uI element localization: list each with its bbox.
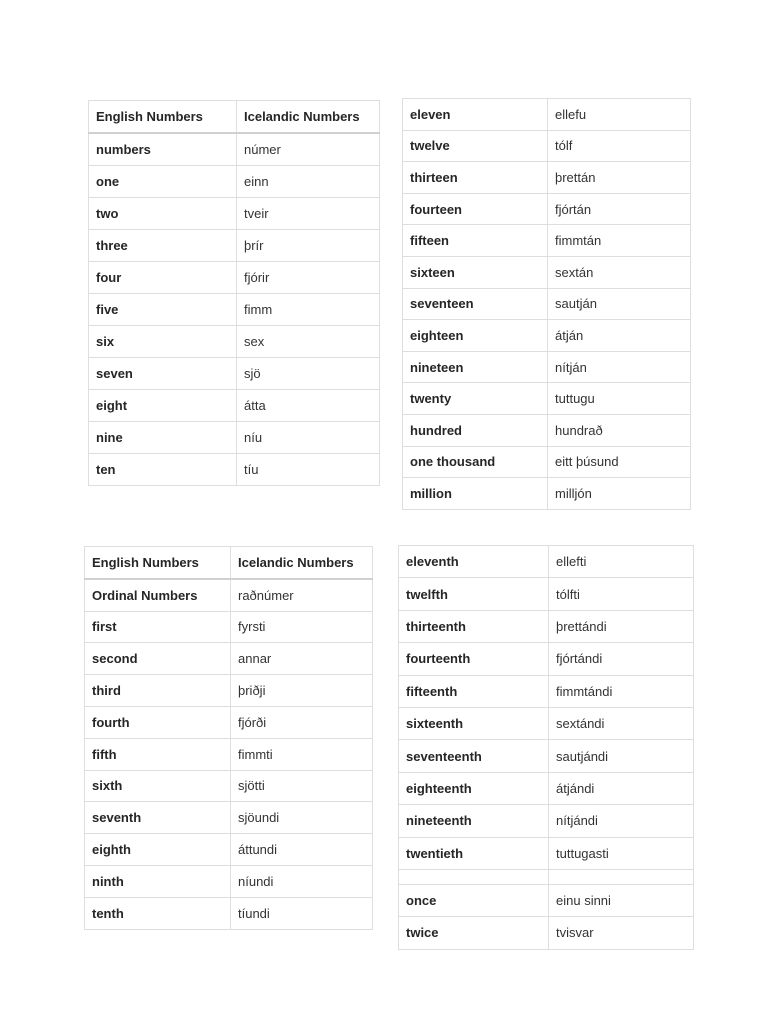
icelandic-cell: sjötti	[231, 770, 373, 802]
icelandic-cell: hundrað	[548, 414, 691, 446]
english-cell: twelve	[403, 130, 548, 162]
english-cell: twice	[399, 917, 549, 949]
table-row	[399, 578, 694, 610]
icelandic-cell	[549, 869, 694, 884]
english-cell: seven	[89, 358, 237, 390]
table-row	[89, 166, 380, 198]
table-row	[403, 320, 691, 352]
icelandic-cell: þrír	[237, 230, 380, 262]
icelandic-cell: níundi	[231, 865, 373, 897]
icelandic-cell: tíundi	[231, 897, 373, 929]
icelandic-cell: einu sinni	[549, 884, 694, 916]
table-row	[89, 294, 380, 326]
table-row	[403, 446, 691, 478]
icelandic-cell: átta	[237, 390, 380, 422]
english-cell: nineteenth	[399, 805, 549, 837]
table-row	[85, 706, 373, 738]
icelandic-cell: þrettándi	[549, 610, 694, 642]
icelandic-cell: þrettán	[548, 162, 691, 194]
ordinal-numbers-table-1	[84, 546, 373, 930]
english-cell: seventeen	[403, 288, 548, 320]
english-cell: nineteen	[403, 351, 548, 383]
english-cell: one thousand	[403, 446, 548, 478]
english-cell: one	[89, 166, 237, 198]
table-row	[399, 707, 694, 739]
table-header-row	[89, 101, 380, 134]
icelandic-cell: tólfti	[549, 578, 694, 610]
table-row	[403, 288, 691, 320]
english-cell: seventeenth	[399, 740, 549, 772]
icelandic-cell: fimmtándi	[549, 675, 694, 707]
table-row	[403, 383, 691, 415]
table-row	[85, 643, 373, 675]
table-row	[85, 834, 373, 866]
icelandic-cell: áttundi	[231, 834, 373, 866]
icelandic-cell: nítján	[548, 351, 691, 383]
table-row	[399, 610, 694, 642]
icelandic-cell: sextándi	[549, 707, 694, 739]
english-cell: Ordinal Numbers	[85, 579, 231, 611]
icelandic-cell: Icelandic Numbers	[237, 101, 380, 134]
icelandic-cell: fimmtán	[548, 225, 691, 257]
table-row	[85, 611, 373, 643]
icelandic-cell: þriðji	[231, 675, 373, 707]
icelandic-cell: tvisvar	[549, 917, 694, 949]
english-cell: five	[89, 294, 237, 326]
table-row	[89, 262, 380, 294]
english-cell: ninth	[85, 865, 231, 897]
icelandic-cell: ellefu	[548, 99, 691, 131]
english-cell: hundred	[403, 414, 548, 446]
icelandic-cell: ellefti	[549, 546, 694, 578]
table-row	[399, 643, 694, 675]
table-row	[89, 133, 380, 166]
table-header-row	[85, 547, 373, 579]
table-row	[403, 478, 691, 510]
english-cell: tenth	[85, 897, 231, 929]
english-cell: twelfth	[399, 578, 549, 610]
table-row	[89, 326, 380, 358]
icelandic-cell: fjórtándi	[549, 643, 694, 675]
table-row	[85, 675, 373, 707]
english-cell: fourth	[85, 706, 231, 738]
icelandic-cell: fimm	[237, 294, 380, 326]
table-row	[399, 675, 694, 707]
icelandic-cell: níu	[237, 422, 380, 454]
table-row	[403, 414, 691, 446]
icelandic-cell: eitt þúsund	[548, 446, 691, 478]
icelandic-cell: sautjándi	[549, 740, 694, 772]
english-cell: fifteen	[403, 225, 548, 257]
english-cell: third	[85, 675, 231, 707]
table-row	[89, 454, 380, 486]
table-row	[399, 837, 694, 869]
icelandic-cell: tíu	[237, 454, 380, 486]
table-row	[403, 193, 691, 225]
icelandic-cell: fimmti	[231, 738, 373, 770]
icelandic-cell: einn	[237, 166, 380, 198]
english-cell: sixteen	[403, 256, 548, 288]
icelandic-cell: sextán	[548, 256, 691, 288]
icelandic-cell: tveir	[237, 198, 380, 230]
english-cell: English Numbers	[85, 547, 231, 579]
table-row	[85, 897, 373, 929]
table-row	[403, 256, 691, 288]
english-cell: English Numbers	[89, 101, 237, 134]
table-row	[399, 917, 694, 949]
english-cell: once	[399, 884, 549, 916]
icelandic-cell: fjórði	[231, 706, 373, 738]
table-row	[399, 772, 694, 804]
english-cell: twenty	[403, 383, 548, 415]
english-cell: thirteen	[403, 162, 548, 194]
icelandic-cell: tuttugasti	[549, 837, 694, 869]
icelandic-cell: tuttugu	[548, 383, 691, 415]
english-cell: numbers	[89, 133, 237, 166]
icelandic-cell: annar	[231, 643, 373, 675]
table-row	[85, 579, 373, 611]
english-cell: sixth	[85, 770, 231, 802]
table-row	[89, 230, 380, 262]
table-row	[399, 805, 694, 837]
icelandic-cell: sjöundi	[231, 802, 373, 834]
table-row	[403, 99, 691, 131]
icelandic-cell: fjórir	[237, 262, 380, 294]
english-cell: eight	[89, 390, 237, 422]
cardinal-numbers-table-1	[88, 100, 380, 486]
english-cell: seventh	[85, 802, 231, 834]
table-row	[85, 865, 373, 897]
icelandic-cell: raðnúmer	[231, 579, 373, 611]
icelandic-cell: fjórtán	[548, 193, 691, 225]
table-row	[85, 738, 373, 770]
english-cell: eighth	[85, 834, 231, 866]
icelandic-cell: átján	[548, 320, 691, 352]
english-cell: fifteenth	[399, 675, 549, 707]
icelandic-cell: númer	[237, 133, 380, 166]
icelandic-cell: sex	[237, 326, 380, 358]
english-cell: second	[85, 643, 231, 675]
table-row	[403, 130, 691, 162]
english-cell: eighteenth	[399, 772, 549, 804]
table-row	[89, 390, 380, 422]
cardinal-numbers-table-2	[402, 98, 691, 510]
table-row	[399, 740, 694, 772]
table-row	[89, 358, 380, 390]
table-row	[403, 351, 691, 383]
english-cell: fourteenth	[399, 643, 549, 675]
english-cell: sixteenth	[399, 707, 549, 739]
icelandic-cell: átjándi	[549, 772, 694, 804]
english-cell: eleven	[403, 99, 548, 131]
table-row	[85, 770, 373, 802]
icelandic-cell: Icelandic Numbers	[231, 547, 373, 579]
english-cell	[399, 869, 549, 884]
english-cell: two	[89, 198, 237, 230]
table-row	[399, 884, 694, 916]
english-cell: three	[89, 230, 237, 262]
english-cell: six	[89, 326, 237, 358]
english-cell: fourteen	[403, 193, 548, 225]
ordinal-numbers-table-2	[398, 545, 694, 950]
icelandic-cell: fyrsti	[231, 611, 373, 643]
table-row	[403, 225, 691, 257]
english-cell: fifth	[85, 738, 231, 770]
icelandic-cell: sjö	[237, 358, 380, 390]
english-cell: four	[89, 262, 237, 294]
table-row	[403, 162, 691, 194]
table-row	[399, 546, 694, 578]
english-cell: eighteen	[403, 320, 548, 352]
icelandic-cell: tólf	[548, 130, 691, 162]
table-row	[85, 802, 373, 834]
english-cell: first	[85, 611, 231, 643]
english-cell: nine	[89, 422, 237, 454]
english-cell: thirteenth	[399, 610, 549, 642]
icelandic-cell: sautján	[548, 288, 691, 320]
icelandic-cell: nítjándi	[549, 805, 694, 837]
english-cell: twentieth	[399, 837, 549, 869]
table-row	[89, 198, 380, 230]
english-cell: million	[403, 478, 548, 510]
english-cell: ten	[89, 454, 237, 486]
table-row	[89, 422, 380, 454]
english-cell: eleventh	[399, 546, 549, 578]
table-row	[399, 869, 694, 884]
icelandic-cell: milljón	[548, 478, 691, 510]
